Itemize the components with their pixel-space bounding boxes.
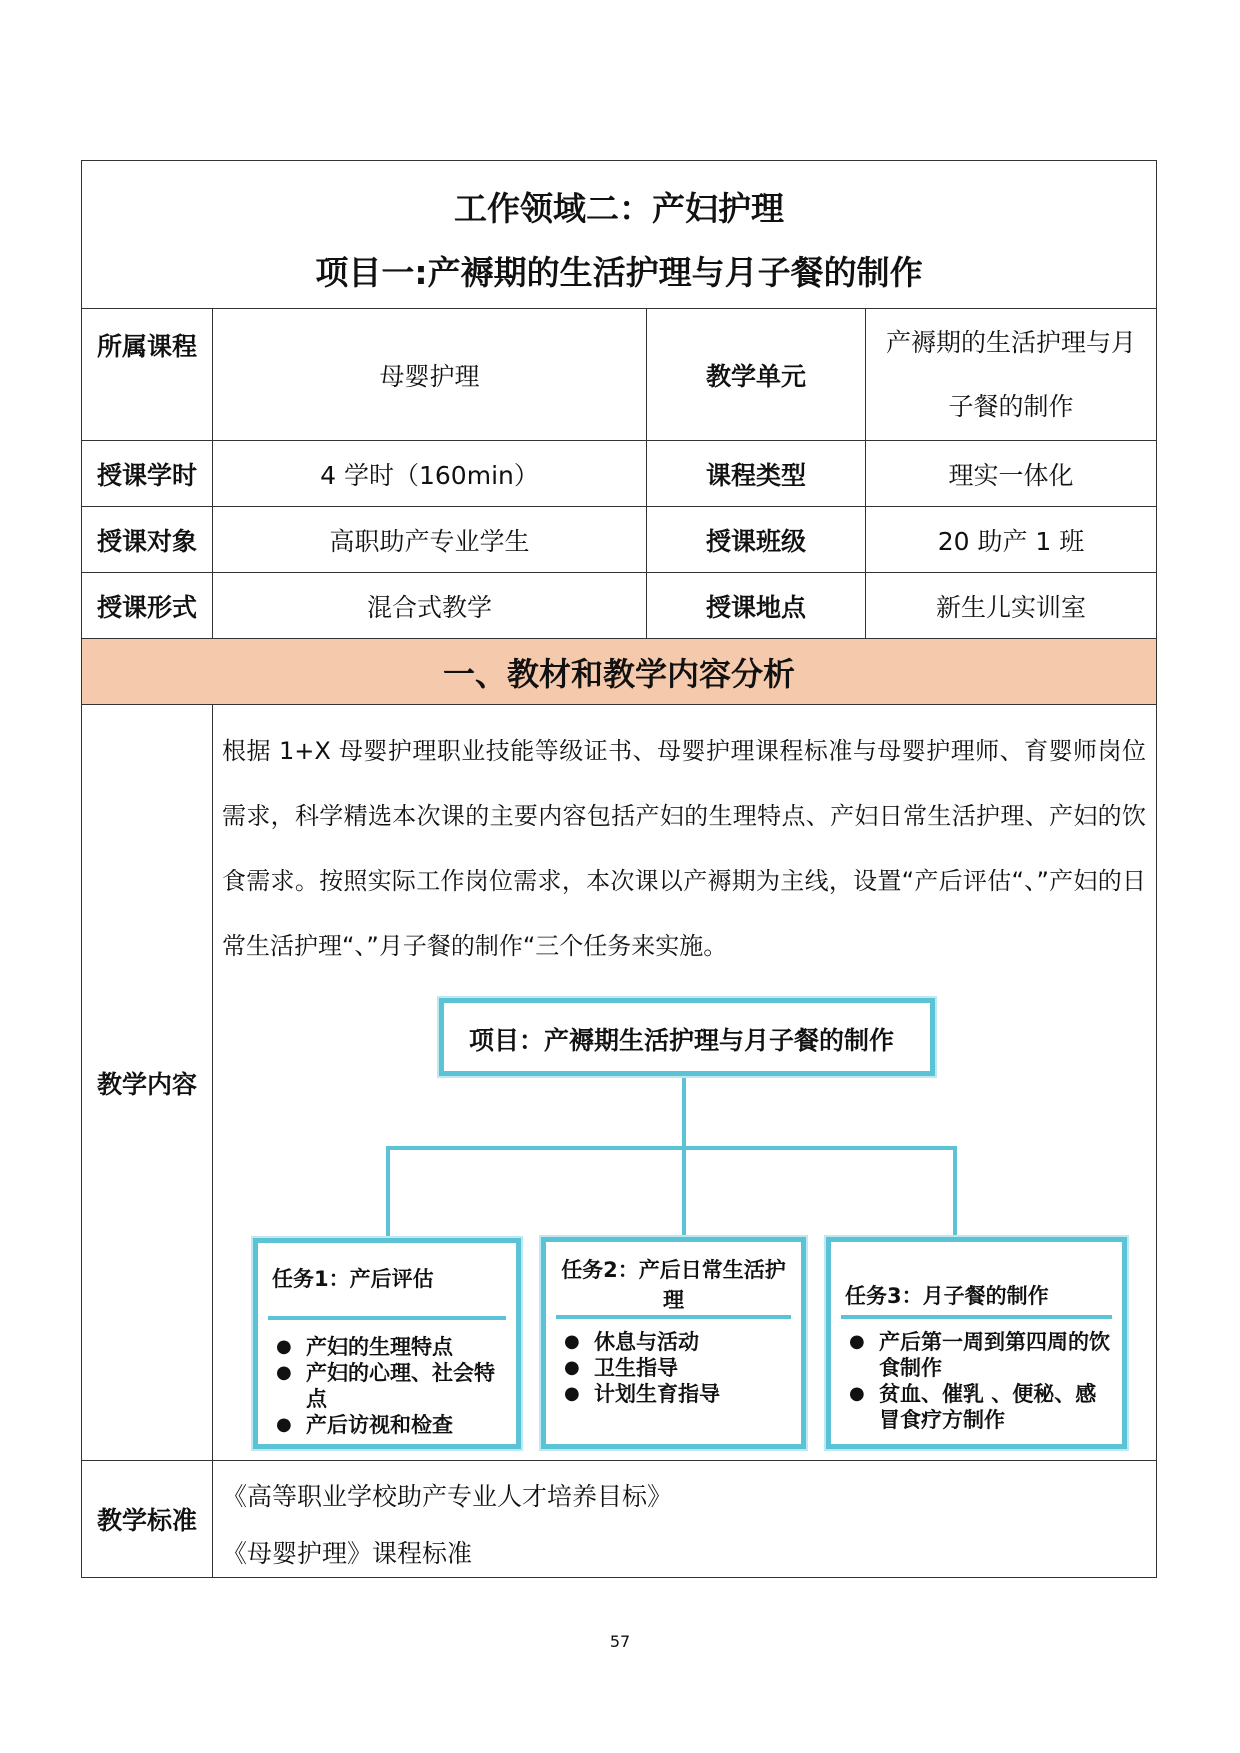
task-item: ● 产妇的生理特点 xyxy=(272,1334,508,1360)
standards-row xyxy=(82,1461,1156,1577)
title-row xyxy=(82,161,1156,309)
info-label: 授课对象 xyxy=(82,507,213,572)
task-item: ● 休息与活动 xyxy=(560,1329,793,1355)
info-row-audience xyxy=(82,507,1156,573)
task-items xyxy=(845,1329,1114,1433)
task-box-2 xyxy=(541,1237,806,1449)
task-item: ● 贫血、催乳 、便秘、感冒食疗方制作 xyxy=(845,1381,1114,1433)
task-title: 任务2：产后日常生活护理 xyxy=(561,1258,786,1312)
page-number: 57 xyxy=(609,1632,631,1651)
info-row-course xyxy=(82,309,1156,441)
info-label: 授课学时 xyxy=(82,441,213,506)
task-box-3 xyxy=(826,1237,1127,1449)
connector-bar xyxy=(386,1146,957,1150)
task-box-1 xyxy=(253,1238,521,1449)
connector-right xyxy=(953,1146,957,1238)
content-label: 教学内容 xyxy=(82,705,213,1460)
info-label: 授课班级 xyxy=(647,507,866,572)
info-value: 产褥期的生活护理与月子餐的制作 xyxy=(885,327,1136,421)
info-value: 母婴护理 xyxy=(213,309,647,440)
info-row-format xyxy=(82,573,1156,639)
project-title: 项目：产褥期生活护理与月子餐的制作 xyxy=(469,1026,895,1055)
task-item: ● 产妇的心理、社会特点 xyxy=(272,1360,508,1412)
task-item: ● 卫生指导 xyxy=(560,1355,793,1381)
task-divider xyxy=(556,1315,791,1319)
connector-middle xyxy=(682,1146,686,1237)
project-box xyxy=(439,998,935,1076)
standard-item: 《高等职业学校助产专业人才培养目标》 xyxy=(222,1482,673,1511)
task-item: ● 产后访视和检查 xyxy=(272,1412,508,1438)
task-title: 任务3：月子餐的制作 xyxy=(845,1284,1049,1308)
task-items xyxy=(560,1329,793,1407)
info-value: 4 学时（160min） xyxy=(213,441,647,506)
info-value: 高职助产专业学生 xyxy=(213,507,647,572)
content-paragraph: 根据 1+X 母婴护理职业技能等级证书、母婴护理课程标准与母婴护理师、育婴师岗位需求，科学精选本次课的主要内容包括产妇的生理特点、产妇日常生活护理、产妇的饮食需求。按照实际工作岗位需求，本次课以产褥期为主线，设置“产后评估“、”产妇的日常生活护理“、”月子餐的制作“三个任务来实施。 xyxy=(222,737,1146,960)
connector-trunk xyxy=(682,1072,686,1148)
info-label: 教学单元 xyxy=(647,309,866,440)
info-label: 授课地点 xyxy=(647,573,866,638)
info-row-hours xyxy=(82,441,1156,507)
task-item: ● 计划生育指导 xyxy=(560,1381,793,1407)
info-value: 理实一体化 xyxy=(948,460,1074,490)
info-value: 新生儿实训室 xyxy=(935,592,1086,622)
info-value: 20 助产 1 班 xyxy=(937,526,1085,556)
connector-left xyxy=(386,1146,390,1238)
task-divider xyxy=(841,1315,1112,1319)
section-heading: 一、教材和教学内容分析 xyxy=(82,639,1156,704)
standards-label: 教学标准 xyxy=(82,1461,213,1577)
task-divider xyxy=(268,1316,506,1320)
standard-item: 《母婴护理》课程标准 xyxy=(222,1539,473,1568)
info-value: 混合式教学 xyxy=(213,573,647,638)
info-label: 所属课程 xyxy=(82,309,213,440)
page-subtitle: 项目一:产褥期的生活护理与月子餐的制作 xyxy=(315,253,923,292)
page-title: 工作领域二：产妇护理 xyxy=(454,189,784,228)
task-item: ● 产后第一周到第四周的饮食制作 xyxy=(845,1329,1114,1381)
info-label: 课程类型 xyxy=(647,441,866,506)
task-title: 任务1：产后评估 xyxy=(272,1267,434,1291)
content-row xyxy=(82,705,1156,1461)
section-heading-row xyxy=(82,639,1156,705)
lesson-plan-table xyxy=(81,160,1157,1578)
info-label: 授课形式 xyxy=(82,573,213,638)
task-items xyxy=(272,1334,508,1438)
